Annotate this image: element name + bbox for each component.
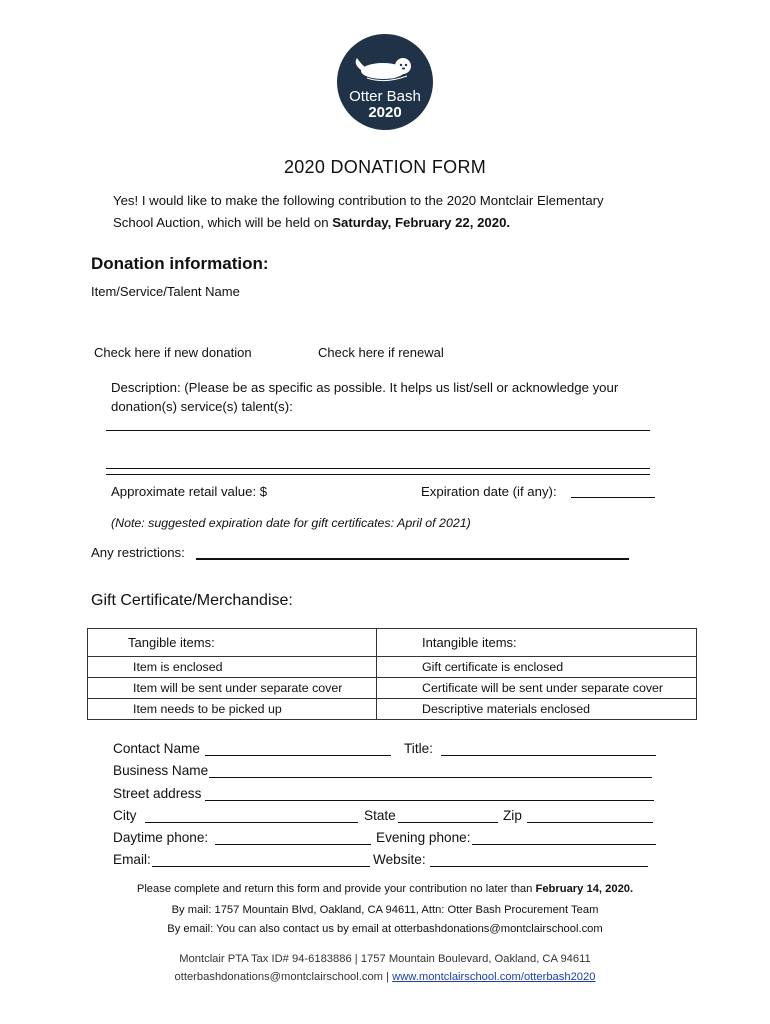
otter-bash-logo (337, 34, 433, 130)
gift-table (87, 628, 697, 720)
tangible-option-separate[interactable]: Item will be sent under separate cover (88, 678, 377, 699)
intangible-option-enclosed[interactable]: Gift certificate is enclosed (377, 657, 697, 678)
deadline-text (0, 883, 770, 895)
website-label: Website: (373, 852, 426, 867)
contact-links-line (0, 971, 770, 983)
intro-line-1: Yes! I would like to make the following contribution to the 2020 Montclair Elementary (113, 193, 604, 208)
email-label: Email: (113, 852, 151, 867)
intangible-header: Intangible items: (377, 629, 697, 657)
mail-instructions: By mail: 1757 Mountain Blvd, Oakland, CA 94611, Attn: Otter Bash Procurement Team (171, 904, 599, 916)
restrictions-label: Any restrictions: (91, 545, 185, 560)
street-address-label: Street address (113, 786, 202, 801)
daytime-phone-field[interactable] (215, 844, 371, 845)
gift-heading: Gift Certificate/Merchandise: (91, 592, 293, 609)
table-row (88, 699, 697, 720)
state-field[interactable] (398, 822, 498, 823)
state-label: State (364, 808, 396, 823)
donation-heading: Donation information: (91, 254, 269, 273)
city-field[interactable] (145, 822, 358, 823)
website-field[interactable] (430, 866, 648, 867)
evening-phone-field[interactable] (472, 844, 656, 845)
table-row (88, 678, 697, 699)
auction-date: Saturday, February 22, 2020. (332, 215, 511, 230)
tax-id-line: Montclair PTA Tax ID# 94-6183886 | 1757 Mountain Boulevard, Oakland, CA 94611 (179, 953, 591, 965)
zip-field[interactable] (527, 822, 653, 823)
retail-value-label: Approximate retail value: $ (111, 484, 268, 499)
intangible-option-separate[interactable]: Certificate will be sent under separate cover (377, 678, 697, 699)
description-line-1[interactable] (106, 430, 650, 431)
gift-table-header (88, 629, 697, 657)
evening-phone-label: Evening phone: (376, 830, 471, 845)
website-link[interactable]: www.montclairschool.com/otterbash2020 (392, 971, 596, 983)
description-label-2: donation(s) service(s) talent(s): (111, 399, 293, 414)
title-field[interactable] (441, 755, 656, 756)
expiration-note: (Note: suggested expiration date for gift certificates: April of 2021) (111, 516, 471, 530)
tangible-option-pickup[interactable]: Item needs to be picked up (88, 699, 377, 720)
business-name-label: Business Name (113, 763, 209, 778)
daytime-phone-label: Daytime phone: (113, 830, 209, 845)
restrictions-field[interactable] (196, 558, 629, 560)
contact-email: otterbashdonations@montclairschool.com | (174, 971, 393, 983)
expiration-label: Expiration date (if any): (421, 484, 557, 499)
title-label: Title: (404, 741, 433, 756)
email-instructions: By email: You can also contact us by email at otterbashdonations@montclairschool.com (167, 923, 603, 935)
email-field[interactable] (152, 866, 370, 867)
expiration-field[interactable] (571, 497, 655, 498)
city-label: City (113, 808, 137, 823)
tangible-header: Tangible items: (88, 629, 377, 657)
page-title: 2020 DONATION FORM (283, 157, 487, 177)
deadline-date: February 14, 2020. (535, 883, 634, 895)
deadline-prefix: Please complete and return this form and provide your contribution no later than (136, 883, 536, 895)
business-name-field[interactable] (209, 777, 652, 778)
tangible-option-enclosed[interactable]: Item is enclosed (88, 657, 377, 678)
new-donation-checkbox-label[interactable]: Check here if new donation (94, 345, 252, 360)
table-row (88, 657, 697, 678)
item-name-label: Item/Service/Talent Name (91, 284, 240, 299)
logo-title: Otter Bash (349, 88, 421, 105)
intro-line-2 (113, 215, 510, 230)
logo-year: 2020 (368, 104, 402, 121)
contact-name-label: Contact Name (113, 741, 200, 756)
intro-line-2-text: School Auction, which will be held on (113, 215, 333, 230)
renewal-checkbox-label[interactable]: Check here if renewal (318, 345, 444, 360)
description-line-3[interactable] (106, 474, 650, 475)
description-label-1: Description: (Please be as specific as possible. It helps us list/sell or acknowledge your (111, 380, 619, 395)
description-line-2[interactable] (106, 468, 650, 469)
contact-name-field[interactable] (205, 755, 391, 756)
street-address-field[interactable] (205, 800, 654, 801)
zip-label: Zip (503, 808, 522, 823)
intangible-option-materials[interactable]: Descriptive materials enclosed (377, 699, 697, 720)
